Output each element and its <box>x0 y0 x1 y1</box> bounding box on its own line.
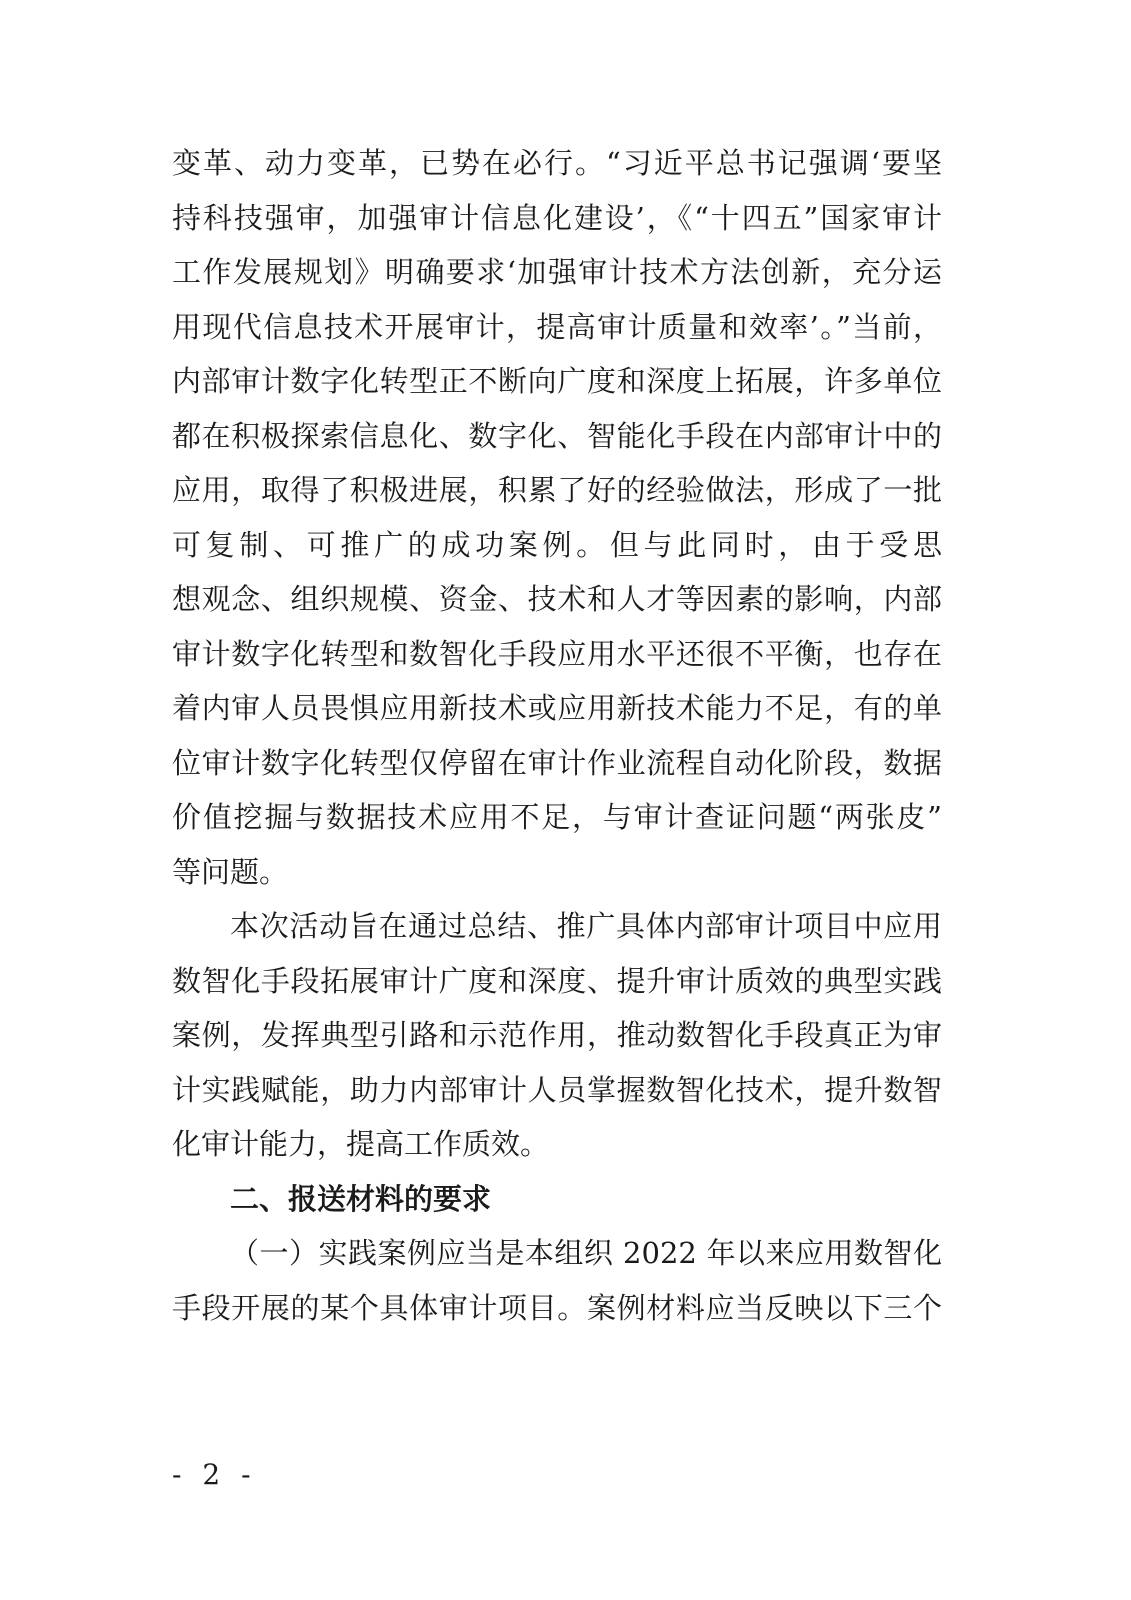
text-line: 手段开展的某个具体审计项目。案例材料应当反映以下三个 <box>172 1290 942 1325</box>
text-line: 计实践赋能，助力内部审计人员掌握数智化技术，提升数智 <box>172 1072 942 1107</box>
text-line: 着内审人员畏惧应用新技术或应用新技术能力不足，有的单 <box>172 691 942 725</box>
text-line: （一）实践案例应当是本组织 2022 年以来应用数智化 <box>230 1236 942 1270</box>
text-line: 变革、动力变革，已势在必行。“习近平总书记强调‘要坚 <box>172 146 942 180</box>
text-line: 可复制、可推广的成功案例。但与此同时，由于受思 <box>172 527 942 562</box>
section-heading: 二、报送材料的要求 <box>230 1181 492 1216</box>
text-line: 案例，发挥典型引路和示范作用，推动数智化手段真正为审 <box>172 1018 942 1052</box>
text-line: 内部审计数字化转型正不断向广度和深度上拓展，许多单位 <box>172 364 942 398</box>
text-line: 数智化手段拓展审计广度和深度、提升审计质效的典型实践 <box>172 963 942 998</box>
paragraph-3 <box>172 1226 942 1335</box>
body-text <box>172 136 942 1335</box>
text-line: 工作发展规划》明确要求‘加强审计技术方法创新，充分运 <box>172 255 942 289</box>
text-line: 本次活动旨在通过总结、推广具体内部审计项目中应用 <box>230 909 942 943</box>
text-line: 等问题。 <box>172 854 289 889</box>
text-line: 价值挖掘与数据技术应用不足，与审计查证问题“两张皮” <box>172 800 942 834</box>
text-line: 化审计能力，提高工作质效。 <box>172 1127 550 1161</box>
text-line: 位审计数字化转型仅停留在审计作业流程自动化阶段，数据 <box>172 745 942 780</box>
paragraph-2 <box>172 899 942 1172</box>
text-line: 用现代信息技术开展审计，提高审计质量和效率’。”当前， <box>172 309 942 344</box>
text-line: 应用，取得了积极进展，积累了好的经验做法，形成了一批 <box>172 473 942 507</box>
paragraph-1 <box>172 136 942 899</box>
text-line: 持科技强审，加强审计信息化建设’，《“十四五”国家审计 <box>172 200 942 235</box>
text-line: 都在积极探索信息化、数字化、智能化手段在内部审计中的 <box>172 418 942 453</box>
text-line: 想观念、组织规模、资金、技术和人才等因素的影响，内部 <box>172 582 942 616</box>
text-line: 审计数字化转型和数智化手段应用水平还很不平衡，也存在 <box>172 636 942 671</box>
page-number: - 2 - <box>172 1458 257 1491</box>
